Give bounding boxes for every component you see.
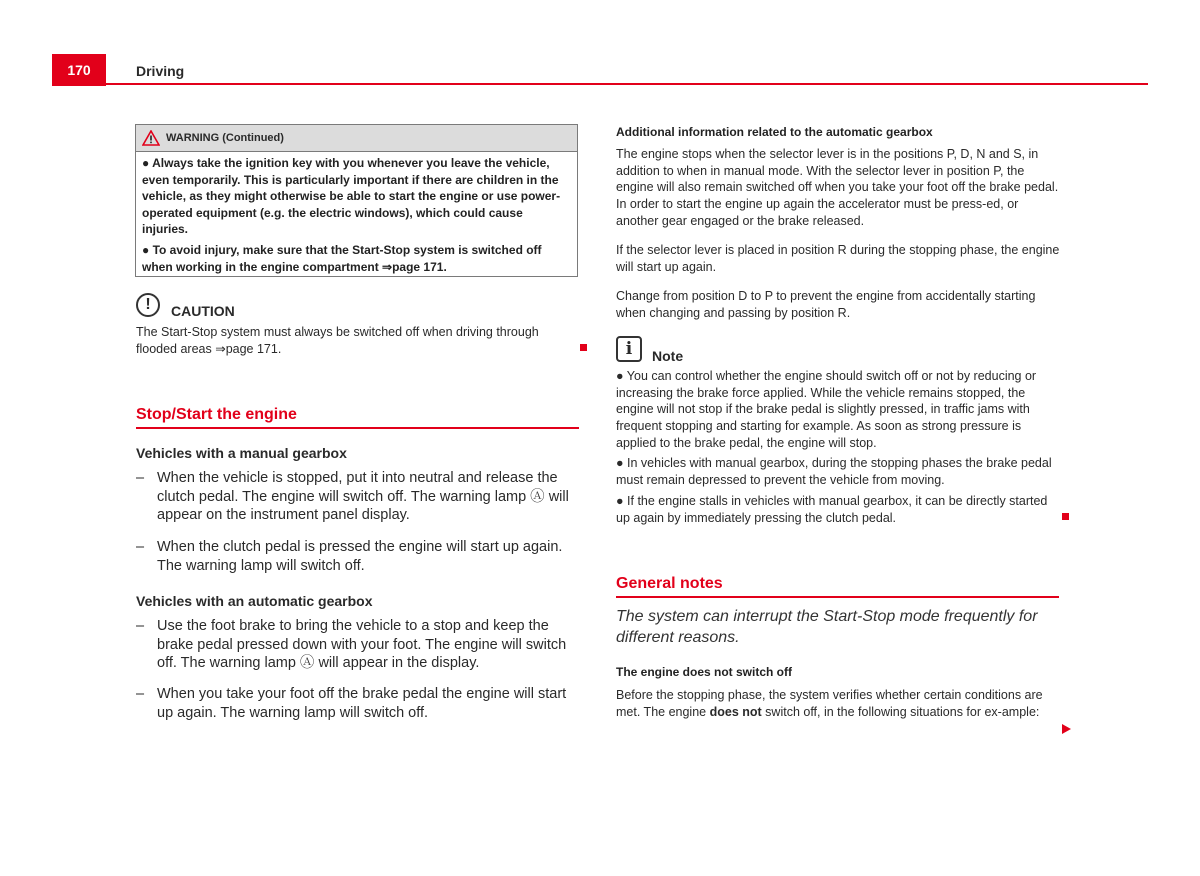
automatic-gearbox-list (136, 617, 581, 727)
general-notes-heading: General notes (616, 575, 723, 592)
list-item-text: Use the foot brake to bring the vehicle to a stop and keep the brake pedal pressed down with your foot. The engine will switch off. The warning lamp Ⓐ will appear in the display. (157, 618, 567, 671)
manual-gearbox-list (136, 469, 581, 579)
auto-info-paragraph: The engine stops when the selector lever is in the positions P, D, N and S, in addition to when in manual mode. With the selector lever in position P, the engine will also remain switched off when you take your foot off the brake pedal. In order to start the engine up again the accelerator must be press-ed, or another gear engaged or the brake released. (616, 147, 1059, 228)
note-item: ● In vehicles with manual gearbox, during the stopping phases the brake pedal must remain depressed to prevent the vehicle from moving. (616, 456, 1052, 487)
dash-bullet: – (136, 618, 145, 634)
general-notes-rule (616, 596, 1059, 598)
engine-not-off-heading: The engine does not switch off (616, 665, 793, 679)
end-of-section-marker (580, 344, 587, 351)
warning-triangle-icon (142, 130, 160, 146)
paragraph-text: switch off, in the following situations for ex-ample: (761, 704, 1040, 719)
header-rule (52, 83, 1148, 85)
warning-body (136, 152, 577, 275)
list-item (136, 617, 581, 673)
dash-bullet: – (136, 686, 145, 702)
list-item (136, 685, 581, 722)
warning-item: ● To avoid injury, make sure that the Start-Stop system is switched off when working in the engine compartment ⇒page 171. (142, 242, 542, 274)
note-item: ● You can control whether the engine should switch off or not by reducing or increasing the brake force applied. While the vehicle remains stopped, the engine will not stop if the brake pedal is slightly pressed, in traffic jams with frequent stopping and starting for example. As soon as strong pressure is applied to the brake pedal, the engine will stop. (616, 369, 1037, 450)
warning-box (135, 124, 578, 277)
warning-item: ● Always take the ignition key with you whenever you leave the vehicle, even temporarily. This is particularly important if there are children in the vehicle, as they might otherwise be able to start the engine or use power-operated equipment (e.g. the electric windows), which could cause injuries. (142, 156, 561, 237)
auto-info-paragraph: If the selector lever is placed in position R during the stopping phase, the engine will start up again. (616, 243, 1060, 274)
list-item-text: When you take your foot off the brake pedal the engine will start up again. The warning lamp will switch off. (157, 686, 567, 721)
info-icon: i (616, 336, 642, 362)
dash-bullet: – (136, 539, 145, 555)
manual-gearbox-heading: Vehicles with a manual gearbox (136, 445, 347, 461)
general-notes-intro: The system can interrupt the Start-Stop mode frequently for different reasons. (616, 608, 1038, 646)
caution-title: CAUTION (171, 303, 235, 319)
list-item-text: When the clutch pedal is pressed the engine will start up again. The warning lamp will switch off. (157, 539, 563, 574)
section-title: Driving (136, 63, 185, 79)
note-item: ● If the engine stalls in vehicles with manual gearbox, it can be directly started up again by immediately pressing the clutch pedal. (616, 494, 1048, 525)
engine-not-off-paragraph (616, 687, 1061, 720)
dash-bullet: – (136, 470, 145, 486)
auto-info-paragraph: Change from position D to P to prevent the engine from accidentally starting when changing and passing by position R. (616, 289, 1036, 320)
paragraph-text: Before the stopping phase, the system verifies whether certain conditions are met. The engine (616, 688, 1043, 719)
continue-arrow-icon (1062, 724, 1071, 734)
automatic-gearbox-heading: Vehicles with an automatic gearbox (136, 593, 373, 609)
list-item (136, 469, 581, 525)
caution-icon: ! (136, 293, 160, 317)
page-number: 170 (52, 54, 106, 86)
stop-start-rule (136, 427, 579, 429)
warning-header (136, 125, 577, 152)
auto-info-heading: Additional information related to the automatic gearbox (616, 125, 933, 139)
note-title: Note (652, 348, 684, 364)
list-item (136, 538, 581, 575)
list-item-text: When the vehicle is stopped, put it into neutral and release the clutch pedal. The engine will switch off. The warning lamp Ⓐ will appear on the instrument panel display. (157, 470, 569, 523)
end-of-section-marker (1062, 513, 1069, 520)
stop-start-heading: Stop/Start the engine (136, 406, 297, 423)
warning-title: WARNING (Continued) (166, 132, 284, 144)
emphasis-text: does not (709, 704, 762, 719)
caution-text: The Start-Stop system must always be switched off when driving through flooded areas ⇒page 171. (136, 325, 539, 356)
